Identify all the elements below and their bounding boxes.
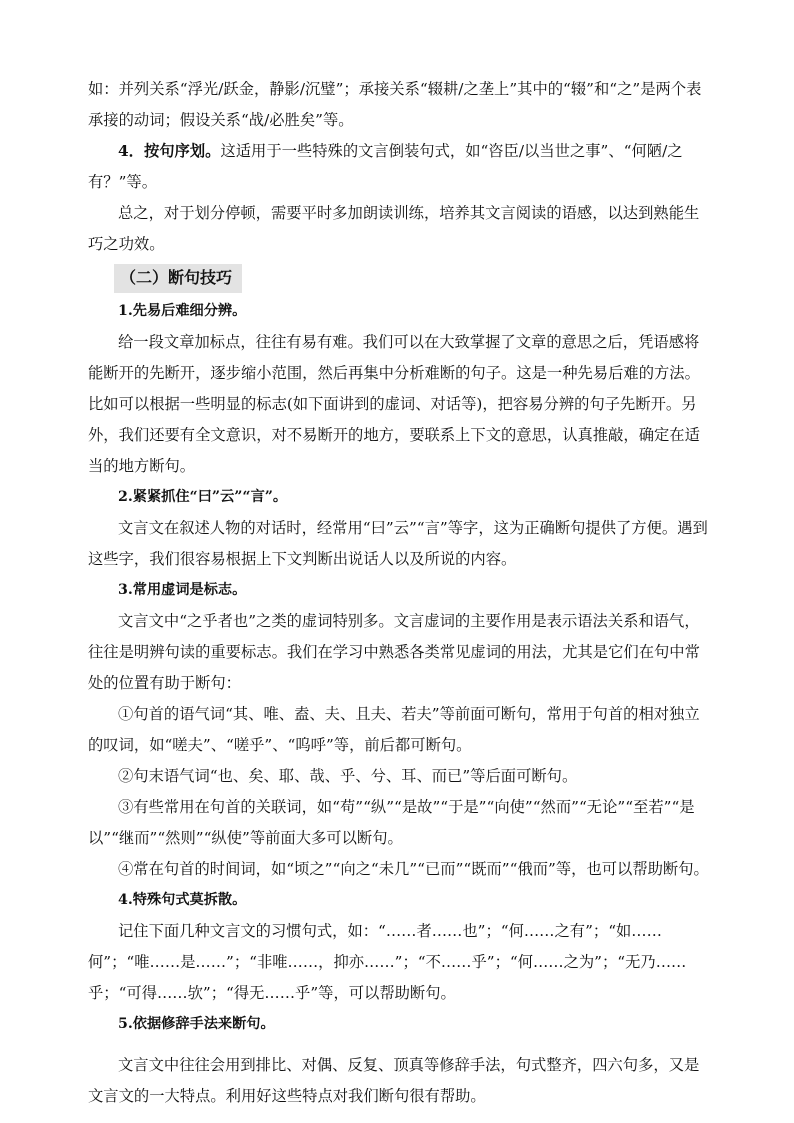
section-heading-punctuation-skills: （二）断句技巧	[114, 264, 242, 293]
item-heading-5: 5.依据修辞手法来断句。	[118, 1016, 275, 1032]
list-item-sentence-initial-particles: ①句首的语气词“其、唯、盍、夫、且夫、若夫”等前面可断句，常用于句首的相对独立的叹词，如“嗟夫”、“嗟乎”、“呜呼”等，前后都可断句。	[88, 705, 700, 754]
paragraph-parallel-relation: 如：并列关系“浮光/跃金，静影/沉璧”；承接关系“辍耕/之垄上”其中的“辍”和“之”是两个表	[88, 80, 702, 98]
item-paragraph-1: 给一段文章加标点，往往有易有难。我们可以在大致掌握了文章的意思之后，凭语感将能断开的先断开，逐步缩小范围，然后再集中分析难断的句子。这是一种先易后难的方法。比如可以根据一些明显的标志(如下面讲到的虚词、对话等)，把容易分辨的句子先断开。另外，我们还要有全文意识，对不易断开的地方，要联系上下文的意思，认真推敲，确定在适当的地方断句。	[88, 333, 700, 475]
list-item-conjunctions: ③有些常用在句首的关联词，如“苟”“纵”“是故”“于是”“向使”“然而”“无论”“至若”“是以”“继而”“然则”“纵使”等前面大多可以断句。	[88, 798, 695, 847]
method-4-label: 4．按句序划。	[118, 142, 221, 160]
item-heading-1: 1.先易后难细分辨。	[118, 303, 247, 319]
item-paragraph-4: 记住下面几种文言文的习惯句式，如：“……者……也”；“何……之有”；“如……何”；“唯……是……”；“非唯……，抑亦……”；“不……乎”；“何……之为”；“无乃……乎；“可得……欤”；“得无……乎”等，可以帮助断句。	[88, 922, 687, 1002]
paragraph-sequence-method	[88, 136, 714, 198]
list-item-time-words: ④常在句首的时间词，如“顷之”“向之“未几”“已而”“既而”“俄而”等，也可以帮助断句。	[118, 860, 709, 878]
paragraph-continuation: 承接的动词；假设关系“战/必胜矣”等。	[88, 111, 354, 129]
paragraph-summary: 总之，对于划分停顿，需要平时多加朗读训练，培养其文言阅读的语感，以达到熟能生巧之功效。	[88, 204, 700, 253]
item-paragraph-3: 文言文中“之乎者也”之类的虚词特别多。文言虚词的主要作用是表示语法关系和语气，往往是明辨句读的重要标志。我们在学习中熟悉各类常见虚词的用法，尤其是它们在句中常处的位置有助于断句：	[88, 612, 700, 692]
item-paragraph-2: 文言文在叙述人物的对话时，经常用“曰”云”“言”等字，这为正确断句提供了方便。遇到这些字，我们很容易根据上下文判断出说话人以及所说的内容。	[88, 519, 708, 568]
item-paragraph-5: 文言文中往往会用到排比、对偶、反复、顶真等修辞手法，句式整齐，四六句多，又是文言文的一大特点。利用好这些特点对我们断句很有帮助。	[88, 1056, 700, 1105]
item-heading-2: 2.紧紧抓住“曰”云”“言”。	[118, 489, 288, 505]
item-heading-3: 3.常用虚词是标志。	[118, 582, 247, 598]
document-body	[88, 74, 714, 1112]
list-item-sentence-final-particles: ②句末语气词“也、矣、耶、哉、乎、兮、耳、而已”等后面可断句。	[118, 767, 578, 785]
item-heading-4: 4.特殊句式莫拆散。	[118, 892, 247, 908]
spacer	[88, 1040, 714, 1050]
method-4-text: 这适用于一些特殊的文言倒装句式，如“咨臣/以当世之事”、“何陋/之有？”等。	[88, 142, 683, 191]
